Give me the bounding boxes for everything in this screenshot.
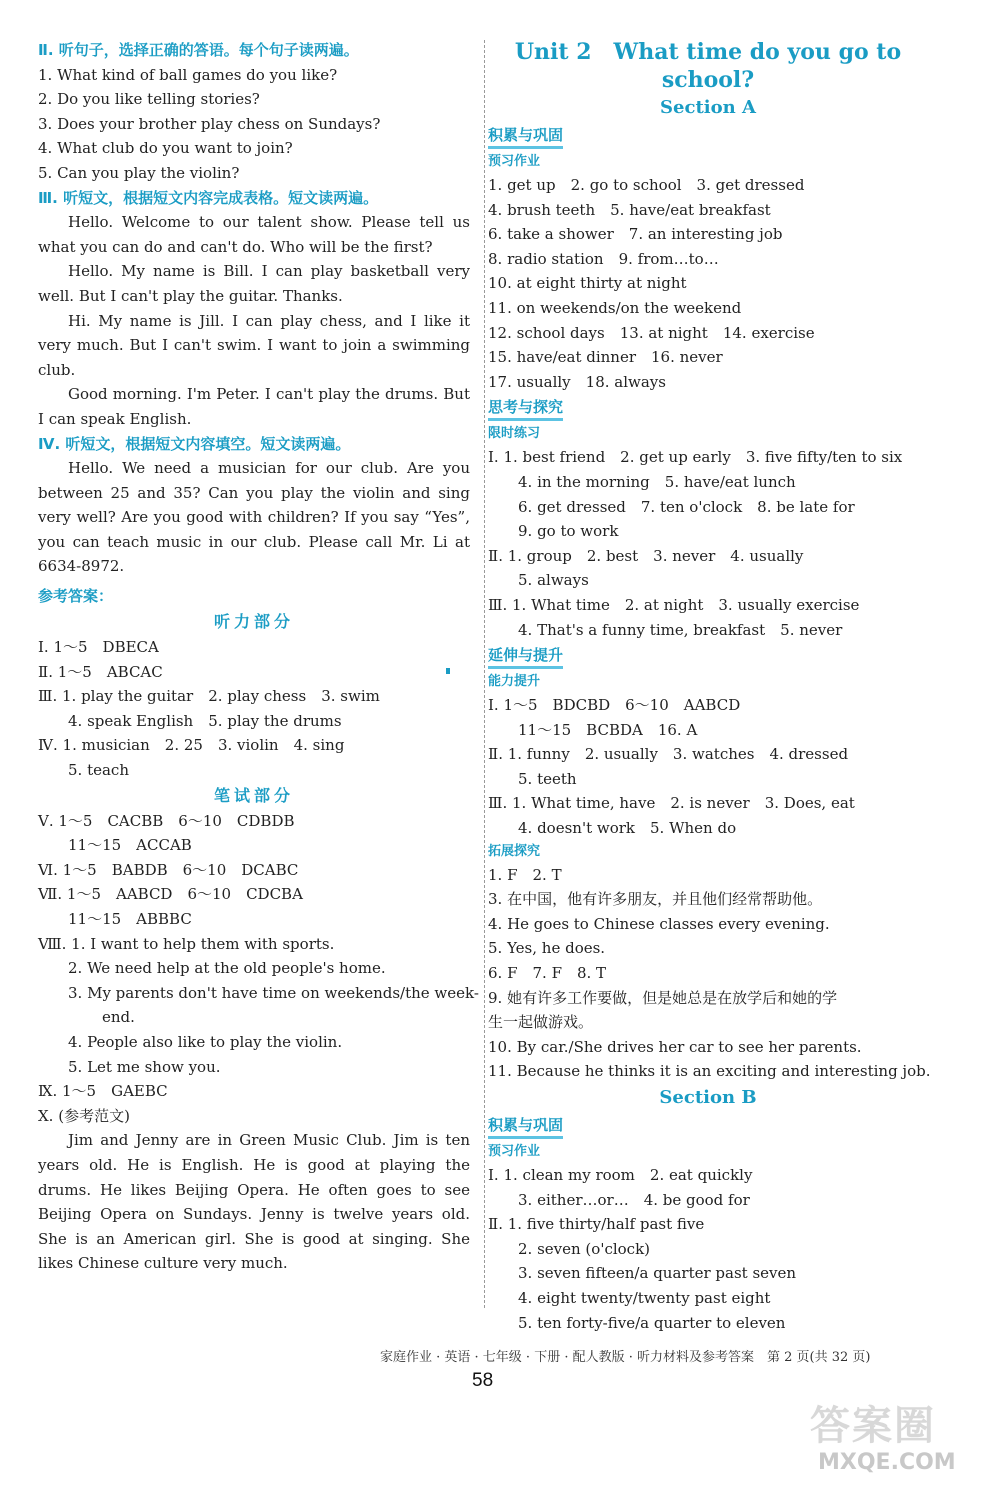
question-2-heading: Ⅱ. 听句子，选择正确的答语。每个句子读两遍。 — [38, 41, 359, 59]
answer-line: 5. teach — [68, 761, 129, 780]
answer-line: Ⅰ. 1～5 DBECA — [38, 638, 159, 657]
answer-line: 9. go to work — [518, 522, 619, 541]
left-column — [38, 38, 479, 1276]
answer-line: 6. F 7. F 8. T — [488, 964, 607, 983]
answer-line: 3. 在中国，他有许多朋友，并且他们经常帮助他。 — [488, 890, 823, 909]
question-4-passage: Hello. We need a musician for our club. Are you between 25 and 35? Can you play the violin and sing very well? Are you good with children? If you say “Yes”, you can teach music in our club. Please call Mr. Li at 6634-8972. — [38, 459, 470, 576]
answer-line: Ⅳ. 1. musician 2. 25 3. violin 4. sing — [38, 736, 345, 755]
page-number: 58 — [472, 1370, 494, 1391]
answer-line: 2. We need help at the old people's home. — [68, 959, 386, 978]
answer-line: 10. at eight thirty at night — [488, 274, 687, 293]
passage-paragraph: Hi. My name is Jill. I can play chess, and I like it very much. But I can't swim. I want to join a swimming club. — [38, 311, 470, 379]
question-3-passage — [38, 210, 470, 431]
watermark-text: 答案圈 — [810, 1403, 936, 1449]
ability-answers — [488, 693, 928, 841]
blue-dot-mark — [446, 668, 450, 674]
answer-line: 4. in the morning 5. have/eat lunch — [518, 472, 796, 491]
subtag-expand-explore: 拓展探究 — [488, 843, 541, 859]
question-2-lines — [38, 63, 470, 186]
answer-line: 4. That's a funny time, breakfast 5. never — [518, 620, 843, 639]
listening-answers — [38, 635, 470, 783]
passage-paragraph: Hello. Welcome to our talent show. Please tell us what you can do and can't do. Who will be the first? — [38, 213, 470, 256]
right-column — [488, 38, 931, 1335]
answer-line: 4. eight twenty/twenty past eight — [518, 1288, 771, 1307]
answer-line: Ⅰ. 1～5 BDCBD 6～10 AABCD — [488, 696, 741, 715]
answer-line: Ⅱ. 1. five thirty/half past five — [488, 1215, 705, 1234]
answer-line: 1. F 2. T — [488, 865, 562, 884]
sentence-line: 2. Do you like telling stories? — [38, 90, 260, 109]
answer-line: 1. get up 2. go to school 3. get dressed — [488, 176, 805, 194]
answer-line: 3. seven fifteen/a quarter past seven — [518, 1264, 797, 1283]
answer-line: Ⅲ. 1. What time, have 2. is never 3. Does, eat — [488, 794, 855, 813]
sentence-line: 4. What club do you want to join? — [38, 139, 293, 158]
written-heading: 笔试部分 — [213, 785, 294, 805]
answer-line: 4. speak English 5. play the drums — [68, 711, 342, 730]
answer-line: Ⅱ. 1. funny 2. usually 3. watches 4. dressed — [488, 745, 849, 764]
question-4-heading: Ⅳ. 听短文，根据短文内容填空。短文读两遍。 — [38, 434, 351, 453]
answer-line: 11～15 ACCAB — [68, 836, 192, 855]
answer-line: 5. teeth — [518, 769, 577, 788]
answer-line: 11～15 ABBBC — [68, 910, 192, 928]
answer-line: 15. have/eat dinner 16. never — [488, 348, 723, 367]
answer-line: 11. on weekends/on the weekend — [488, 298, 742, 317]
answer-line: 生一起做游戏。 — [488, 1013, 594, 1032]
subtag-preview-homework: 预习作业 — [488, 154, 541, 169]
answer-line: 3. My parents don't have time on weekends/the week- — [68, 983, 479, 1002]
passage-paragraph: Good morning. I'm Peter. I can't play the drums. But I can speak English. — [38, 385, 470, 428]
sentence-line: 5. Can you play the violin? — [38, 163, 240, 182]
answer-line: Ⅱ. 1. group 2. best 3. never 4. usually — [488, 546, 804, 565]
answer-line: 4. People also like to play the violin. — [68, 1032, 343, 1051]
tag-extend-improve: 延伸与提升 — [488, 644, 563, 669]
preview-answers — [488, 173, 928, 394]
answer-line: Ⅰ. 1. clean my room 2. eat quickly — [488, 1166, 753, 1184]
answer-line: Ⅲ. 1. What time 2. at night 3. usually exercise — [488, 595, 860, 614]
answer-line: 17. usually 18. always — [488, 372, 666, 391]
answer-line: 5. Yes, he does. — [488, 939, 606, 958]
tag-accumulate-consolidate: 积累与巩固 — [488, 124, 563, 149]
listening-heading: 听力部分 — [213, 612, 294, 632]
answer-line: 12. school days 13. at night 14. exercise — [488, 323, 815, 342]
answer-line: 4. He goes to Chinese classes every evening. — [488, 914, 830, 933]
answer-line: 5. always — [518, 571, 589, 590]
section-b-answers — [488, 1163, 928, 1335]
answer-line: Ⅰ. 1. best friend 2. get up early 3. five fifty/ten to six — [488, 448, 903, 467]
answer-line: Ⅲ. 1. play the guitar 2. play chess 3. swim — [38, 687, 380, 706]
section-a-title: Section A — [660, 97, 756, 118]
answer-line: 4. doesn't work 5. When do — [518, 819, 737, 838]
sentence-line: 1. What kind of ball games do you like? — [38, 65, 338, 84]
sentence-line: 3. Does your brother play chess on Sundays? — [38, 114, 381, 133]
answer-line: 10. By car./She drives her car to see her parents. — [488, 1037, 862, 1056]
answer-line: 8. radio station 9. from…to… — [488, 249, 719, 268]
tag-accumulate-consolidate-b: 积累与巩固 — [488, 1114, 563, 1139]
answer-line: Ⅱ. 1～5 ABCAC — [38, 662, 163, 681]
answer-line: Ⅴ. 1～5 CACBB 6～10 CDBDB — [38, 811, 295, 830]
answers-heading: 参考答案： — [38, 587, 114, 606]
column-divider — [484, 40, 485, 1308]
expand-explore-answers — [488, 863, 931, 1084]
answer-line: 4. brush teeth 5. have/eat breakfast — [488, 200, 771, 219]
answer-line: Ⅶ. 1～5 AABCD 6～10 CDCBA — [38, 885, 303, 904]
answer-line: Ⅵ. 1～5 BABDB 6～10 DCABC — [38, 860, 299, 879]
answer-line: 9. 她有许多工作要做，但是她总是在放学后和她的学 — [488, 988, 838, 1007]
section-b-title: Section B — [659, 1087, 757, 1108]
answer-line: end. — [102, 1008, 135, 1027]
timed-practice-answers — [488, 445, 928, 642]
page-footer: 家庭作业 · 英语 · 七年级 · 下册 · 配人教版 · 听力材料及参考答案 第 2 页(共 32 页) — [380, 1350, 871, 1365]
answer-line: Ⅹ. (参考范文) — [38, 1106, 130, 1125]
answer-line: Ⅷ. 1. I want to help them with sports. — [38, 934, 335, 953]
subtag-timed-practice: 限时练习 — [488, 426, 541, 442]
answer-line: 3. either…or… 4. be good for — [518, 1190, 750, 1209]
subtag-preview-homework-b: 预习作业 — [488, 1144, 541, 1159]
answer-line: Ⅸ. 1～5 GAEBC — [38, 1082, 168, 1101]
answer-line: 5. ten forty-five/a quarter to eleven — [518, 1313, 786, 1332]
unit-title: Unit 2 What time do you go to school? — [514, 39, 902, 93]
answer-line: 11～15 BCBDA 16. A — [518, 720, 698, 739]
answer-line: 6. take a shower 7. an interesting job — [488, 225, 783, 244]
answer-line: 5. Let me show you. — [68, 1057, 221, 1076]
question-3-heading: Ⅲ. 听短文，根据短文内容完成表格。短文读两遍。 — [38, 188, 379, 207]
written-answers — [38, 809, 479, 1129]
answer-line: 11. Because he thinks it is an exciting and interesting job. — [488, 1062, 931, 1081]
answer-line: 6. get dressed 7. ten o'clock 8. be late for — [518, 497, 855, 516]
watermark-logo — [810, 1392, 980, 1480]
passage-paragraph: Hello. My name is Bill. I can play basketball very well. But I can't play the guitar. Thanks. — [38, 262, 470, 305]
subtag-ability-improve: 能力提升 — [488, 674, 541, 690]
watermark-url: MXQE.COM — [818, 1450, 956, 1475]
answer-line: 2. seven (o'clock) — [518, 1239, 651, 1258]
sample-essay: Jim and Jenny are in Green Music Club. Jim is ten years old. He is English. He is good at playing the drums. He likes Beijing Opera. He often goes to see Beijing Opera on Sundays. Jenny is twelve years old. She is an American girl. She is good at singing. She likes Chinese culture very much. — [38, 1131, 470, 1273]
tag-think-explore: 思考与探究 — [488, 396, 563, 421]
